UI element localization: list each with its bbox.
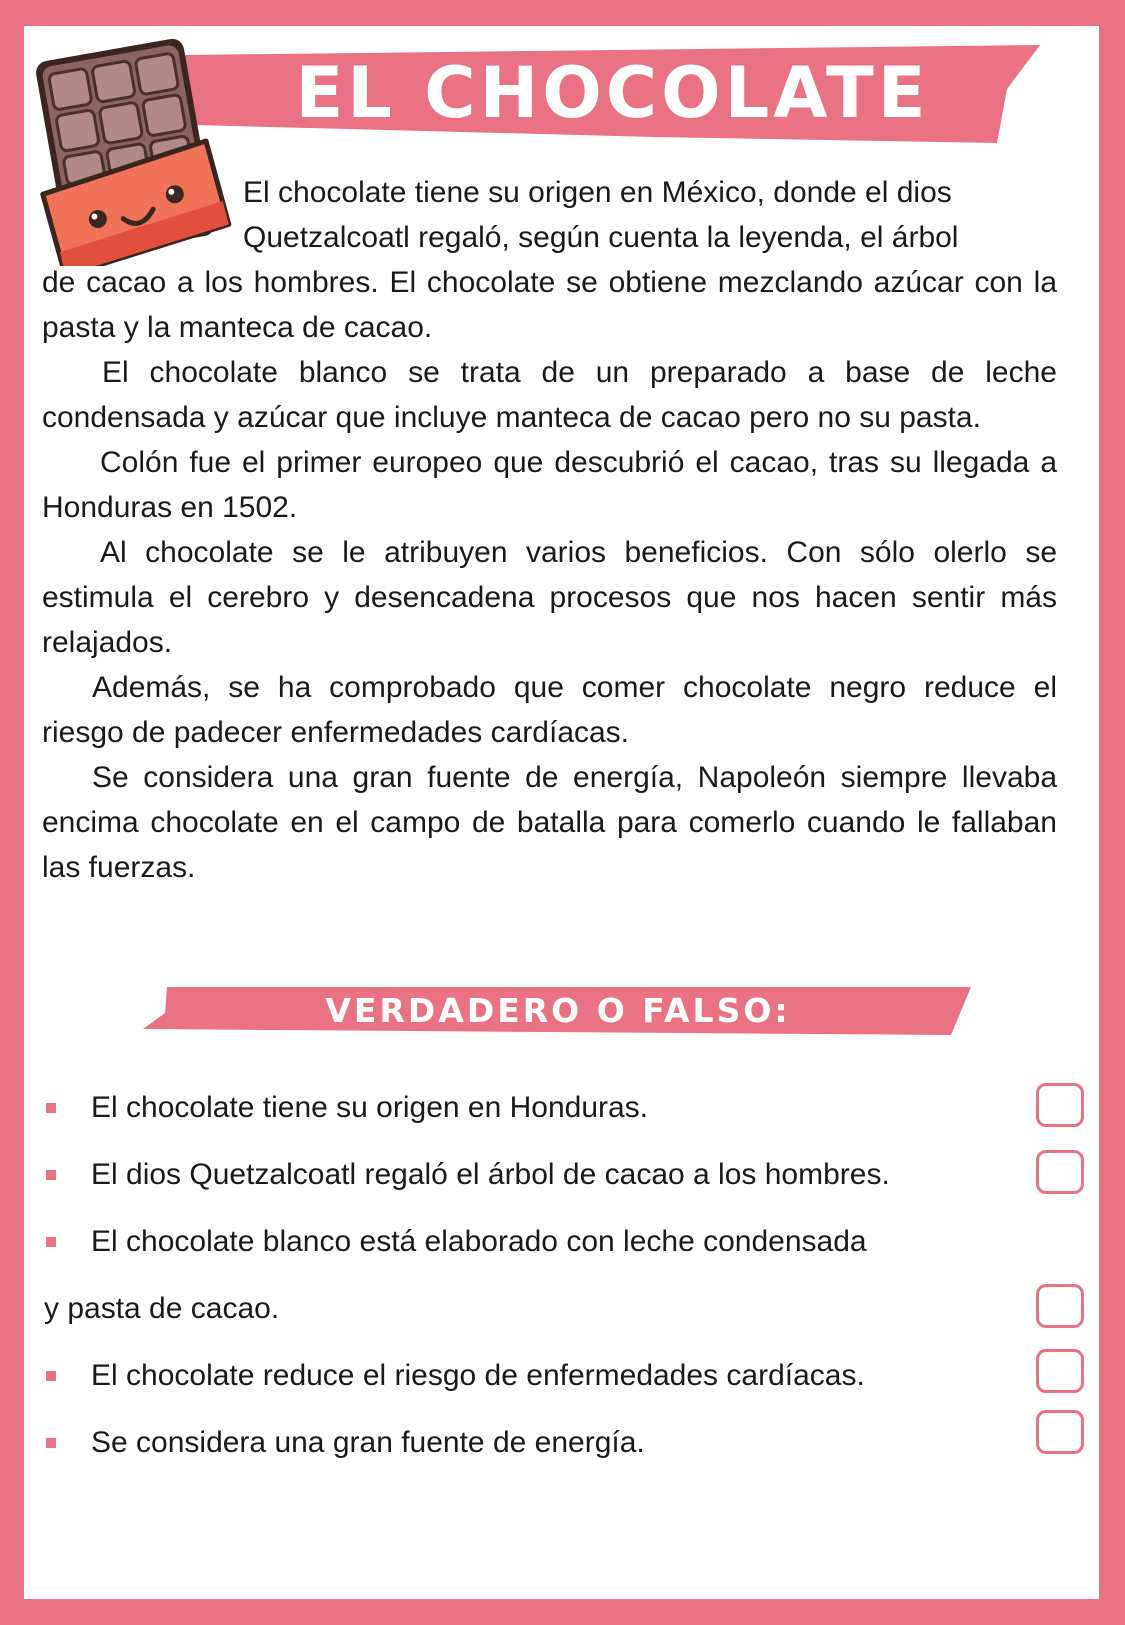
intro-paragraph: de cacao a los hombres. El chocolate se obtiene mezclando azúcar con la pasta y la manteca de cacao. — [42, 266, 1057, 344]
intro-line-1: El chocolate tiene su origen en México, donde el dios — [243, 176, 952, 209]
page-title: EL CHOCOLATE — [295, 52, 930, 134]
answer-checkbox-4[interactable] — [1036, 1349, 1084, 1393]
bullet-icon — [46, 1103, 56, 1113]
chocolate-bar-icon — [28, 26, 233, 266]
quiz-statement: El chocolate reduce el riesgo de enfermedades cardíacas. — [91, 1359, 865, 1392]
bullet-icon — [46, 1237, 56, 1247]
quiz-statement-continuation: y pasta de cacao. — [44, 1292, 280, 1325]
quiz-banner — [143, 985, 973, 1039]
title-banner — [185, 43, 1040, 145]
answer-checkbox-3[interactable] — [1036, 1284, 1084, 1328]
quiz-heading: VERDADERO O FALSO: — [325, 991, 791, 1030]
bullet-icon — [46, 1371, 56, 1381]
quiz-statement: Se considera una gran fuente de energía. — [91, 1426, 645, 1459]
answer-checkbox-1[interactable] — [1036, 1083, 1084, 1127]
paragraph-heart: Además, se ha comprobado que comer chocolate negro reduce el riesgo de padecer enfermedades cardíacas. — [42, 671, 1057, 749]
paragraph-energy: Se considera una gran fuente de energía, Napoleón siempre llevaba encima chocolate en el campo de batalla para comerlo cuando le fallaban las fuerzas. — [42, 761, 1057, 884]
answer-checkbox-5[interactable] — [1036, 1410, 1084, 1454]
intro-lines-top — [243, 170, 1058, 260]
quiz-statement: El dios Quetzalcoatl regaló el árbol de cacao a los hombres. — [91, 1158, 890, 1191]
quiz-statement: El chocolate tiene su origen en Honduras. — [91, 1091, 649, 1124]
body-text — [42, 260, 1057, 890]
answer-checkbox-2[interactable] — [1036, 1150, 1084, 1194]
paragraph-colon: Colón fue el primer europeo que descubrió el cacao, tras su llegada a Honduras en 1502. — [42, 446, 1057, 524]
bullet-icon — [46, 1170, 56, 1180]
quiz-statement: El chocolate blanco está elaborado con leche condensada — [91, 1225, 867, 1258]
paragraph-white-chocolate: El chocolate blanco se trata de un preparado a base de leche condensada y azúcar que incluye manteca de cacao pero no su pasta. — [42, 356, 1057, 434]
paragraph-benefits: Al chocolate se le atribuyen varios beneficios. Con sólo olerlo se estimula el cerebro y desencadena procesos que nos hacen sentir más relajados. — [42, 536, 1057, 659]
intro-line-2: Quetzalcoatl regaló, según cuenta la leyenda, el árbol — [243, 221, 959, 254]
bullet-icon — [46, 1438, 56, 1448]
